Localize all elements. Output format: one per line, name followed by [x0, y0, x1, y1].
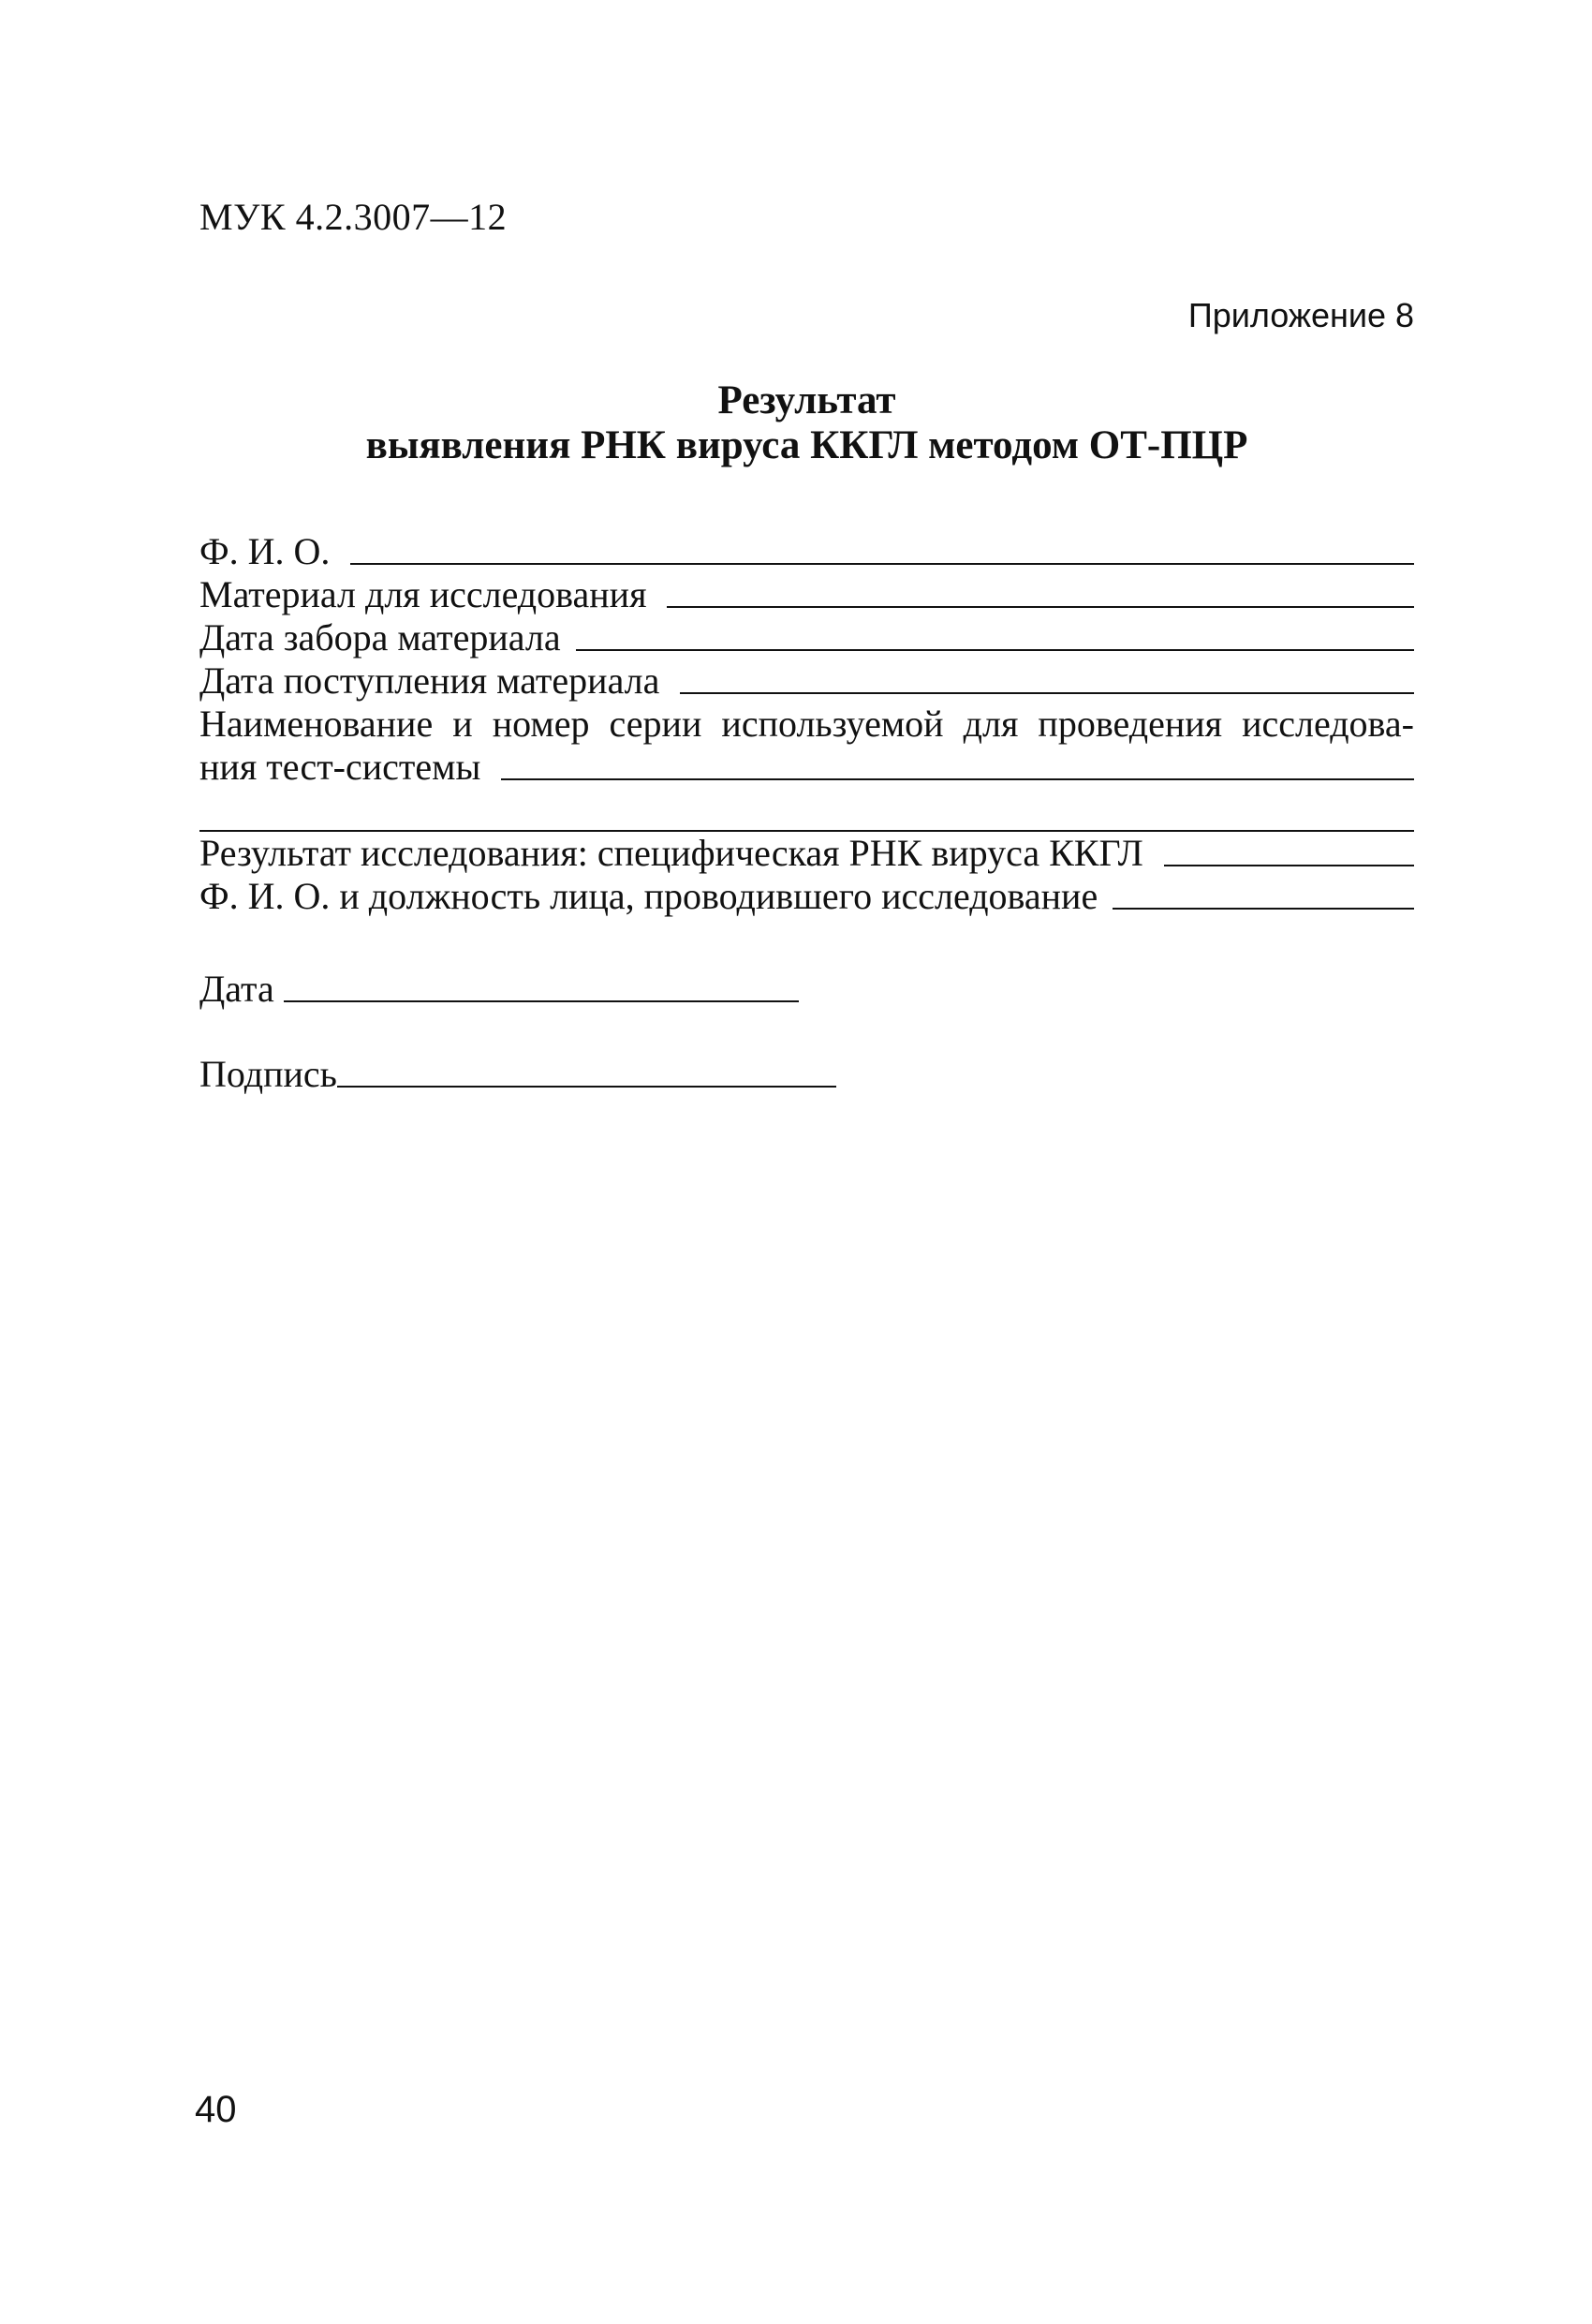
page-number: 40 [195, 2089, 237, 2130]
fio-row [199, 530, 1414, 573]
appendix-label: Приложение 8 [1187, 296, 1414, 334]
result-form [199, 530, 1414, 918]
test-system-field-continuation[interactable] [199, 789, 1414, 832]
receipt-date-field[interactable] [680, 692, 1414, 694]
receipt-date-label: Дата поступления материала [199, 659, 660, 702]
signature-field[interactable] [337, 1086, 836, 1088]
fio-field[interactable] [350, 563, 1414, 565]
date-field[interactable] [284, 1000, 799, 1002]
researcher-field[interactable] [1113, 908, 1414, 910]
test-system-label-line1: Наименование и номер серии используемой для проведения исследова- [199, 703, 1414, 745]
fio-label: Ф. И. О. [199, 530, 331, 572]
collection-date-field[interactable] [576, 649, 1414, 651]
researcher-row [199, 875, 1414, 918]
test-system-field[interactable] [501, 778, 1414, 780]
material-label: Материал для исследования [199, 573, 647, 615]
material-row [199, 573, 1414, 616]
result-label: Результат исследования: специфическая РНК вируса ККГЛ [199, 832, 1143, 874]
result-row [199, 832, 1414, 875]
researcher-label: Ф. И. О. и должность лица, проводившего исследование [199, 875, 1098, 917]
form-subtitle: выявления РНК вируса ККГЛ методом ОТ-ПЦР [365, 423, 1248, 467]
collection-date-row [199, 616, 1414, 659]
date-label: Дата [199, 968, 274, 1010]
date-row [199, 968, 799, 1011]
form-title: Результат [717, 378, 896, 422]
signature-label: Подпись [199, 1053, 337, 1095]
receipt-date-row [199, 659, 1414, 703]
signature-row [199, 1053, 836, 1096]
test-system-row [199, 746, 1414, 789]
material-field[interactable] [667, 606, 1414, 608]
document-code: МУК 4.2.3007—12 [199, 196, 508, 238]
result-field[interactable] [1164, 865, 1414, 866]
collection-date-label: Дата забора материала [199, 616, 561, 659]
test-system-label-line2: ния тест-системы [199, 746, 481, 788]
